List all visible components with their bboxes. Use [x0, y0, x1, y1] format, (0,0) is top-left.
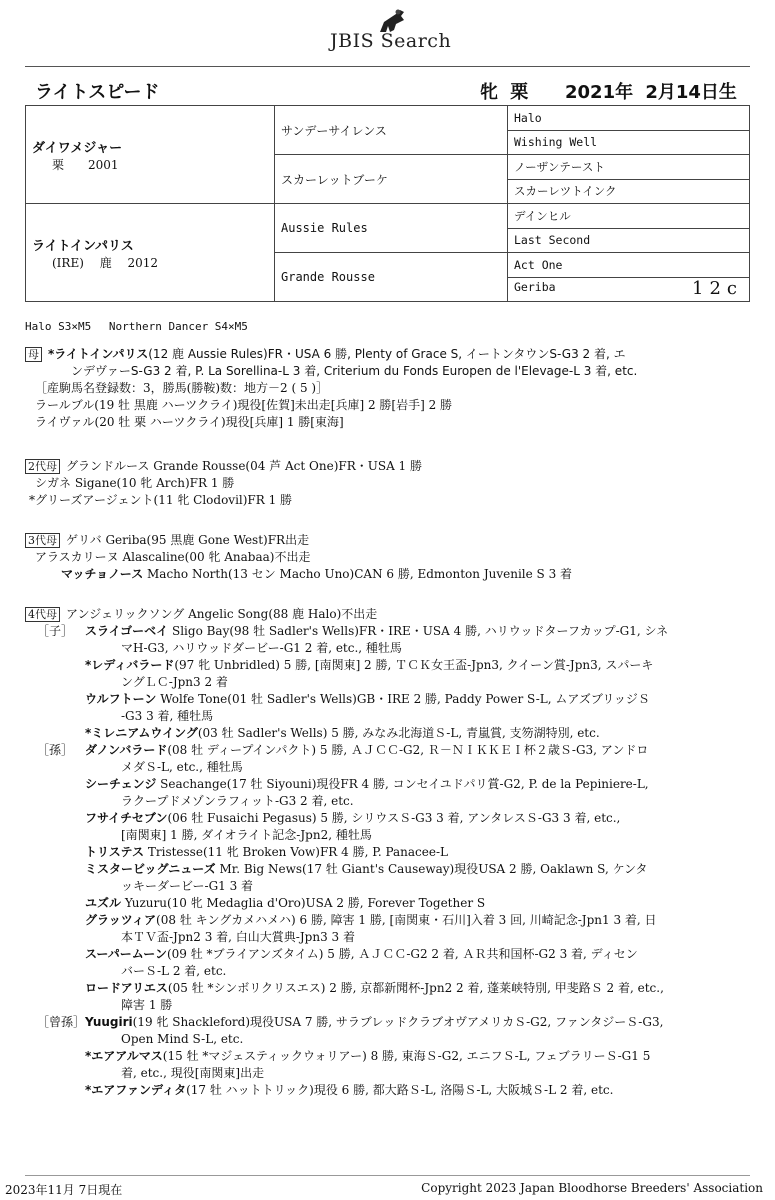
- descendant-record: Wolfe Tone(01 牡 Sadler's Wells)GB・IRE 2 勝, Paddy Power S-L, ムアズブリッジＳ: [156, 692, 650, 706]
- logo-text: JBIS Search: [330, 30, 452, 52]
- descendant-line: [25, 1065, 668, 1082]
- descendant-line: [25, 1031, 668, 1048]
- descendant-line: [25, 1048, 668, 1065]
- sire-info: 栗 2001: [52, 157, 119, 172]
- descendant-record: (05 牡 *シンボリクリスエス) 2 勝, 京都新聞杯-Jpn2 2 着, 蓬莱峡特別, 甲斐路Ｓ 2 着, etc.,: [167, 981, 664, 995]
- horse-name: ライトスピード: [35, 82, 160, 103]
- horse-title-row: [25, 76, 750, 104]
- dam-sire-sire[interactable]: デインヒル: [508, 204, 750, 229]
- descendant-name[interactable]: *エアファンディタ: [85, 1083, 187, 1097]
- dam-dam[interactable]: Grande Rousse: [275, 253, 508, 302]
- descendant-name[interactable]: ダノンバラード: [85, 743, 168, 757]
- sire-sire[interactable]: サンデーサイレンス: [275, 106, 508, 155]
- pedigree-table: [25, 105, 750, 302]
- dam-sire-dam[interactable]: Last Second: [508, 228, 750, 253]
- dam-cell: [26, 204, 275, 302]
- descendant-line: [25, 861, 668, 878]
- third-dam-progeny-2-record: Macho North(13 セン Macho Uno)CAN 6 勝, Edmonton Juvenile S 3 着: [143, 567, 573, 581]
- dam-info: (IRE) 鹿 2012: [52, 255, 159, 270]
- descendant-line: [25, 895, 668, 912]
- dam-entry-name[interactable]: *ライトインパリス: [48, 347, 149, 361]
- descendant-name[interactable]: スライゴーベイ: [85, 624, 169, 638]
- fourth-dam-entry: アンジェリックソング Angelic Song(88 鹿 Halo)不出走: [66, 607, 378, 621]
- descendant-record: (09 牡 *ブライアンズタイム) 5 勝, ＡＪＣＣ-G2 2 着, ＡＲ共和国杯-G2 3 着, ディセン: [166, 947, 638, 961]
- bottom-rule: [25, 1175, 750, 1176]
- descendant-line: [25, 810, 668, 827]
- descendant-record: (17 牡 ハットトリック)現役 6 勝, 都大路Ｓ-L, 洛陽Ｓ-L, 大阪城Ｓ-L 2 着, etc.: [186, 1083, 614, 1097]
- descendant-name[interactable]: スーパームーン: [85, 947, 167, 961]
- descendant-record: マH-G3, ハリウッドダービー-G1 2 着, etc., 種牡馬: [85, 641, 402, 655]
- section-dam: [25, 346, 637, 431]
- descendant-line: [25, 878, 668, 895]
- descendant-line: [25, 640, 668, 657]
- third-dam-progeny-2-name[interactable]: マッチョノース: [61, 567, 144, 581]
- descendant-line: [25, 742, 668, 759]
- descendant-record: Mr. Big News(17 牡 Giant's Causeway)現役USA 2 勝, Oaklawn S, ケンタ: [215, 862, 648, 876]
- descendant-line: [25, 963, 668, 980]
- descendant-line: [25, 776, 668, 793]
- descendant-record: (06 牡 Fusaichi Pegasus) 5 勝, シリウスＳ-G3 3 着, アンタレスＳ-G3 3 着, etc.,: [167, 811, 621, 825]
- descendant-line: [25, 997, 668, 1014]
- jbis-logo[interactable]: [330, 8, 470, 52]
- descendant-line: [25, 912, 668, 929]
- descendant-name[interactable]: ユズル: [85, 896, 122, 910]
- descendant-record: Seachange(17 牡 Siyouni)現役FR 4 勝, コンセイユドパリ賞-G2, P. de la Pepiniere-L,: [156, 777, 649, 791]
- descendant-line: [25, 1014, 668, 1031]
- section-fourth-dam: [25, 606, 668, 1099]
- descendant-line: [25, 708, 668, 725]
- as-of-date: 2023年11月 7日現在: [5, 1183, 123, 1197]
- descendant-record: Open Mind S-L, etc.: [85, 1032, 244, 1046]
- descendant-record: (08 牡 キングカメハメハ) 6 勝, 障害 1 勝, [南関東・石川]入着 3 回, 川崎記念-Jpn1 3 着, 日: [156, 913, 657, 927]
- section-tag-dam: 母: [25, 347, 42, 362]
- descendant-record: ッキーダービー-G1 3 着: [85, 879, 254, 893]
- descendant-line: [25, 725, 668, 742]
- horse-birthdate: 2021年 2月14日生: [565, 82, 737, 103]
- descendant-name[interactable]: *レディバラード: [85, 658, 175, 672]
- descendant-name[interactable]: ミスタービッグニューズ: [85, 862, 216, 876]
- descendant-line: [25, 980, 668, 997]
- descendant-line: [25, 674, 668, 691]
- copyright: Copyright 2023 Japan Bloodhorse Breeders' Association: [421, 1181, 763, 1195]
- descendant-record: -G3 3 着, 種牡馬: [85, 709, 214, 723]
- descendant-record: Tristesse(11 牝 Broken Vow)FR 4 勝, P. Panacee-L: [144, 845, 449, 859]
- dam-name[interactable]: ライトインパリス: [32, 238, 134, 254]
- descendant-record: 本ＴＶ盃-Jpn2 3 着, 白山大賞典-Jpn3 3 着: [85, 930, 355, 944]
- section-second-dam: [25, 458, 422, 509]
- descendant-line: [25, 759, 668, 776]
- descendant-line: [25, 691, 668, 708]
- sire-cell: [26, 106, 275, 204]
- progeny-line-1: ラールブル(19 牡 黒鹿 ハーツクライ)現役[佐賀]未出走[兵庫] 2 勝[岩手] 2 勝: [35, 398, 453, 412]
- dam-entry-record: (12 鹿 Aussie Rules)FR・USA 6 勝, Plenty of Grace S, イートンタウンS-G3 2 着, エ: [148, 347, 626, 361]
- descendant-record: ラクープドメゾンラフィット-G3 2 着, etc.: [85, 794, 354, 808]
- descendant-name[interactable]: ウルフトーン: [85, 692, 157, 706]
- descendant-record: Yuzuru(10 牝 Medaglia d'Oro)USA 2 勝, Forever Together S: [121, 896, 486, 910]
- top-rule: [25, 66, 750, 67]
- descendant-record: ングＬＣ-Jpn3 2 着: [85, 675, 228, 689]
- relation-label: ［子］: [37, 624, 74, 638]
- sire-dam-sire[interactable]: ノーザンテースト: [508, 155, 750, 180]
- descendant-line: [25, 657, 668, 674]
- descendant-record: (03 牡 Sadler's Wells) 5 勝, みなみ北海道Ｓ-L, 青嵐賞, 支笏湖特別, etc.: [197, 726, 600, 740]
- descendant-record: (15 牡 *マジェスティックウォリアー) 8 勝, 東海Ｓ-G2, エニフＳ-L, フェブラリーＳ-G1 5: [162, 1049, 651, 1063]
- descendant-record: 障害 1 勝: [85, 998, 173, 1012]
- descendant-name[interactable]: グラッツィア: [85, 913, 157, 927]
- descendant-record: [南関東] 1 勝, ダイオライト記念-Jpn2, 種牡馬: [85, 828, 372, 842]
- descendant-line: [25, 929, 668, 946]
- descendant-name[interactable]: トリステス: [85, 845, 145, 859]
- progeny-line-2: ライヴァル(20 牡 栗 ハーツクライ)現役[兵庫] 1 勝[東海]: [35, 415, 344, 429]
- dam-sire[interactable]: Aussie Rules: [275, 204, 508, 253]
- section-third-dam: [25, 532, 572, 583]
- descendant-record: Sligo Bay(98 牡 Sadler's Wells)FR・IRE・USA 4 勝, ハリウッドターフカップ-G1, シネ: [168, 624, 669, 638]
- second-dam-progeny-2: *グリーズアージェント(11 牝 Clodovil)FR 1 勝: [29, 493, 293, 507]
- dam-dam-dam-cell: [508, 277, 750, 302]
- descendant-name[interactable]: *エアアルマス: [85, 1049, 163, 1063]
- dam-entry-record-cont: ンデヴァーS-G3 2 着, P. La Sorellina-L 3 着, Criterium du Fonds Europen de l'Elevage-L 3 着, etc.: [71, 364, 638, 378]
- descendant-line: [25, 793, 668, 810]
- sire-sire-sire[interactable]: Halo: [508, 106, 750, 131]
- sire-dam-dam[interactable]: スカーレツトインク: [508, 179, 750, 204]
- dam-progeny-summary: ［産駒馬名登録数：3，勝馬(勝鞍)数：地方－2 ( 5 )］: [35, 381, 329, 395]
- sire-name[interactable]: ダイワメジャー: [32, 140, 123, 156]
- descendant-name[interactable]: *ミレニアムウイング: [85, 726, 198, 740]
- descendant-name[interactable]: Yuugiri: [85, 1015, 133, 1029]
- second-dam-entry: グランドルース Grande Rousse(04 芦 Act One)FR・USA 1 勝: [66, 459, 423, 473]
- descendant-name[interactable]: ロードアリエス: [85, 981, 168, 995]
- descendant-line: [25, 827, 668, 844]
- descendant-record: 着, etc., 現役[南関東]出走: [85, 1066, 265, 1080]
- descendant-line: [25, 946, 668, 963]
- dam-dam-sire[interactable]: Act One: [508, 253, 750, 278]
- third-dam-entry: ゲリバ Geriba(95 黒鹿 Gone West)FR出走: [66, 533, 310, 547]
- descendant-record: (97 牝 Unbridled) 5 勝, [南関東] 2 勝, ＴＣＫ女王盃-Jpn3, クイーン賞-Jpn3, スパーキ: [174, 658, 654, 672]
- descendant-name[interactable]: フサイチセブン: [85, 811, 168, 825]
- third-dam-progeny-1: アラスカリーヌ Alascaline(00 牝 Anabaa)不出走: [35, 550, 311, 564]
- second-dam-progeny-1: シガネ Sigane(10 牝 Arch)FR 1 勝: [35, 476, 235, 490]
- descendant-record: (08 牡 ディープインパクト) 5 勝, ＡＪＣＣ-G2, Ｒ－ＮＩＫＫＥＩ杯２歳Ｓ-G3, アンドロ: [167, 743, 649, 757]
- descendant-line: [25, 1082, 668, 1099]
- section-tag-fourth-dam: 4代母: [25, 607, 60, 622]
- descendant-record: (19 牝 Shackleford)現役USA 7 勝, サラブレッドクラブオヴアメリカＳ-G2, ファンタジーＳ-G3,: [132, 1015, 664, 1029]
- section-tag-second-dam: 2代母: [25, 459, 60, 474]
- fourth-dam-descendants: [25, 623, 668, 1099]
- inbreeding-info: Halo S3×M5 Northern Dancer S4×M5: [25, 320, 248, 333]
- dam-dam-dam[interactable]: Geriba: [514, 279, 556, 294]
- sire-sire-dam[interactable]: Wishing Well: [508, 130, 750, 155]
- descendant-line: [25, 844, 668, 861]
- section-tag-third-dam: 3代母: [25, 533, 60, 548]
- descendant-record: バーＳ-L 2 着, etc.: [85, 964, 227, 978]
- descendant-line: [25, 623, 668, 640]
- relation-label: ［曾孫］: [37, 1015, 86, 1029]
- relation-label: ［孫］: [37, 743, 74, 757]
- horse-sex-color: 牝 栗: [480, 82, 529, 103]
- descendant-name[interactable]: シーチェンジ: [85, 777, 157, 791]
- sire-dam[interactable]: スカーレットブーケ: [275, 155, 508, 204]
- family-number: 12c: [692, 277, 743, 299]
- descendant-record: メダＳ-L, etc., 種牡馬: [85, 760, 243, 774]
